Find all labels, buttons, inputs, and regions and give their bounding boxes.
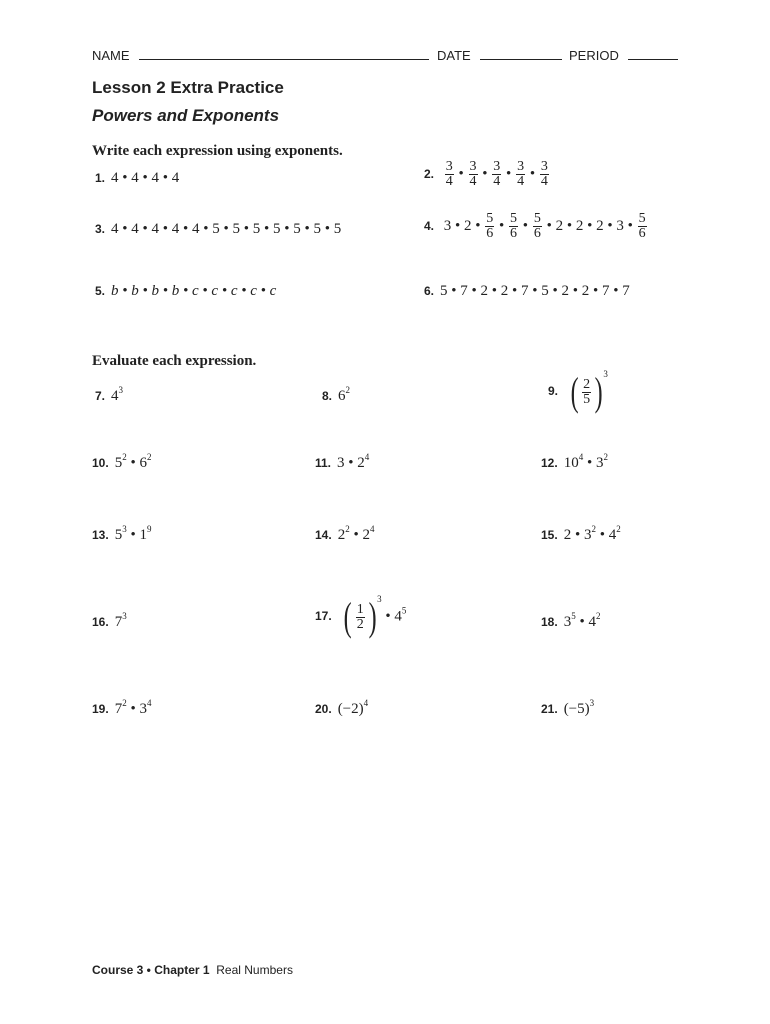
fraction: $\frac{3}{4}$ bbox=[493, 159, 501, 189]
fraction: $\frac{5}{6}$ bbox=[510, 211, 518, 241]
problem-16: 16. $7^3$ bbox=[92, 611, 127, 630]
problem-8: 8. $6^2$ bbox=[322, 385, 351, 404]
problem-14: 14. $2^2$ • $2^4$ bbox=[315, 524, 375, 543]
problem-3-expr: 4 • 4 • 4 • 4 • 4 • 5 • 5 • 5 • 5 • 5 • 5 • 5 bbox=[111, 221, 342, 237]
name-field-label bbox=[92, 46, 429, 63]
problem-5-expr: b • b • b • b • c • c • c • c • c bbox=[111, 283, 277, 299]
date-label: DATE bbox=[437, 48, 471, 63]
page-footer bbox=[92, 963, 293, 977]
problem-6-expr: 5 • 7 • 2 • 2 • 7 • 5 • 2 • 2 • 7 • 7 bbox=[440, 283, 630, 299]
problem-1-expr: 4 • 4 • 4 • 4 bbox=[111, 170, 180, 186]
fraction: $\frac{3}{4}$ bbox=[445, 159, 453, 189]
problem-1: 1. 4 • 4 • 4 • 4 bbox=[95, 170, 180, 186]
problem-17: 17. ( $\frac{1}{2}$ ) 3 • $4^5$ bbox=[315, 594, 407, 639]
footer-course: Course 3 • Chapter 1 bbox=[92, 963, 210, 977]
period-blank[interactable] bbox=[628, 46, 678, 60]
date-field bbox=[437, 46, 562, 63]
name-blank[interactable] bbox=[139, 46, 429, 60]
fraction: $\frac{5}{6}$ bbox=[533, 211, 541, 241]
date-blank[interactable] bbox=[480, 46, 562, 60]
problem-20: 20. $(-2)^4$ bbox=[315, 698, 369, 717]
problem-5: 5. b • b • b • b • c • c • c • c • c bbox=[95, 283, 277, 299]
problem-12: 12. $10^4$ • $3^2$ bbox=[541, 452, 608, 471]
name-label: NAME bbox=[92, 48, 130, 63]
fraction: $\frac{3}{4}$ bbox=[540, 159, 548, 189]
problem-21: 21. $(-5)^3$ bbox=[541, 698, 595, 717]
problem-9: 9. ( $\frac{2}{5}$ ) 3 bbox=[548, 369, 608, 414]
period-field bbox=[569, 46, 678, 63]
footer-topic: Real Numbers bbox=[216, 963, 293, 977]
page-title: Lesson 2 Extra Practice bbox=[92, 78, 284, 97]
problem-19: 19. $7^2$ • $3^4$ bbox=[92, 698, 152, 717]
problem-3: 3. 4 • 4 • 4 • 4 • 4 • 5 • 5 • 5 • 5 • 5 • 5 • 5 bbox=[95, 221, 342, 237]
period-label: PERIOD bbox=[569, 48, 619, 63]
section2-instruction: Evaluate each expression. bbox=[92, 353, 257, 369]
fraction: $\frac{5}{6}$ bbox=[486, 211, 494, 241]
fraction: $\frac{5}{6}$ bbox=[638, 211, 646, 241]
problem-11: 11. 3 • $2^4$ bbox=[315, 452, 370, 471]
problem-18: 18. $3^5$ • $4^2$ bbox=[541, 611, 601, 630]
problem-13: 13. $5^3$ • $1^9$ bbox=[92, 524, 152, 543]
page-subtitle: Powers and Exponents bbox=[92, 106, 280, 125]
section1-instruction: Write each expression using exponents. bbox=[92, 143, 343, 159]
fraction: $\frac{3}{4}$ bbox=[469, 159, 477, 189]
problem-2: 2. $\frac{3}{4}$ • $\frac{3}{4}$ • $\frac{3}{4}$ • $\frac{3}{4}$ • $\frac{3}{4}$ bbox=[424, 159, 548, 189]
fraction: $\frac{3}{4}$ bbox=[517, 159, 525, 189]
problem-15: 15. 2 • $3^2$ • $4^2$ bbox=[541, 524, 621, 543]
problem-6: 6. 5 • 7 • 2 • 2 • 7 • 5 • 2 • 2 • 7 • 7 bbox=[424, 283, 630, 299]
problem-4: 4. 3 • 2 • $\frac{5}{6}$ • $\frac{5}{6}$ • $\frac{5}{6}$ • 2 • 2 • 2 • 3 • $\frac{5}{6}$ bbox=[424, 211, 646, 241]
problem-10: 10. $5^2$ • $6^2$ bbox=[92, 452, 152, 471]
problem-7: 7. $4^3$ bbox=[95, 385, 124, 404]
